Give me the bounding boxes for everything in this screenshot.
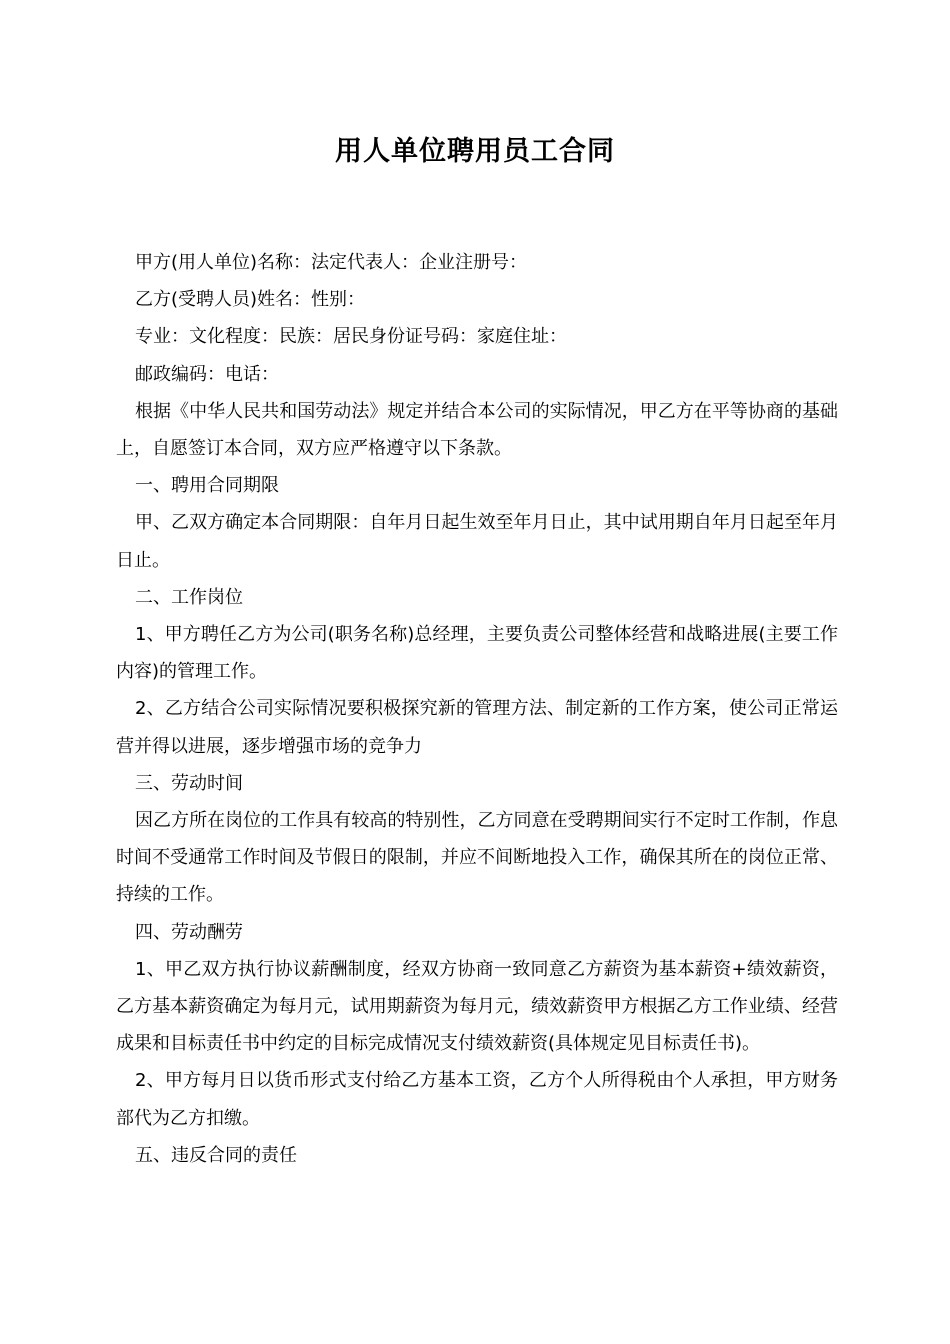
section-heading-breach: 五、违反合同的责任 xyxy=(135,1144,297,1166)
working-hours-paragraph: 因乙方所在岗位的工作具有较高的特别性，乙方同意在受聘期间实行不定时工作制，作息时间不受通常工作时间及节假日的限制，并应不间断地投入工作，确保其所在的岗位正常、持续的工作。 xyxy=(116,810,838,906)
section-heading-position: 二、工作岗位 xyxy=(135,586,243,608)
document-body xyxy=(116,244,838,1174)
document-title: 用人单位聘用员工合同 xyxy=(335,136,615,167)
party-a-info: 甲方(用人单位)名称：法定代表人：企业注册号： xyxy=(135,252,528,273)
section-heading-term: 一、聘用合同期限 xyxy=(135,475,279,497)
position-clause-2: 2、乙方结合公司实际情况要积极探究新的管理方法、制定新的工作方案，使公司正常运营并得以进展，逐步增强市场的竞争力 xyxy=(116,698,838,757)
party-b-contact: 邮政编码：电话： xyxy=(135,363,279,385)
section-heading-working-hours: 三、劳动时间 xyxy=(135,772,243,794)
section-heading-remuneration: 四、劳动酬劳 xyxy=(135,921,243,943)
position-clause-1: 1、甲方聘任乙方为公司(职务名称)总经理，主要负责公司整体经营和战略进展(主要工作内容)的管理工作。 xyxy=(116,624,838,683)
party-b-info: 乙方(受聘人员)姓名：性别： xyxy=(135,289,366,311)
remuneration-clause-1: 1、甲乙双方执行协议薪酬制度，经双方协商一致同意乙方薪资为基本薪资+绩效薪资，乙方基本薪资确定为每月元，试用期薪资为每月元，绩效薪资甲方根据乙方工作业绩、经营成果和目标责任书中约定的目标完成情况支付绩效薪资(具体规定见目标责任书)。 xyxy=(116,958,838,1055)
remuneration-clause-2: 2、甲方每月日以货币形式支付给乙方基本工资，乙方个人所得税由个人承担，甲方财务部代为乙方扣缴。 xyxy=(116,1070,838,1129)
term-paragraph: 甲、乙双方确定本合同期限：自年月日起生效至年月日止，其中试用期自年月日起至年月日止。 xyxy=(116,512,838,571)
preamble-paragraph: 根据《中华人民共和国劳动法》规定并结合本公司的实际情况，甲乙方在平等协商的基础上，自愿签订本合同，双方应严格遵守以下条款。 xyxy=(116,400,838,460)
party-b-details: 专业：文化程度：民族：居民身份证号码：家庭住址： xyxy=(135,326,567,348)
